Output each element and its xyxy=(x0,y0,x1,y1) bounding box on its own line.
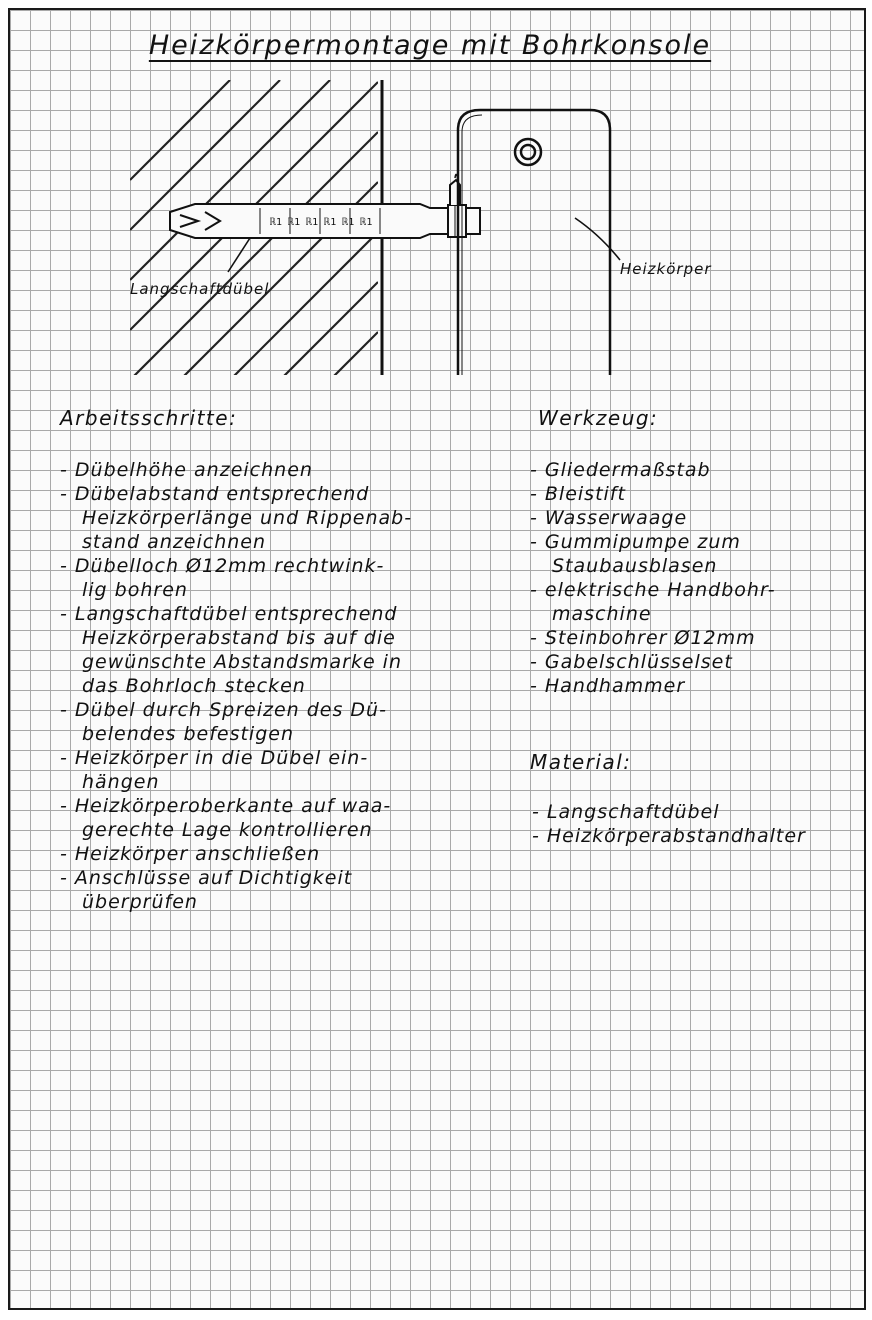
list-item: - Heizkörperabstandhalter xyxy=(532,825,806,847)
list-item: - elektrische Handbohr- xyxy=(530,579,776,601)
list-item: Heizkörperlänge und Rippenab- xyxy=(82,507,413,529)
list-item: - Dübelabstand entsprechend xyxy=(60,483,370,505)
list-item: maschine xyxy=(552,603,652,625)
svg-text:ℝ1 ℝ1 ℝ1 ℝ1 ℝ1 ℝ1: ℝ1 ℝ1 ℝ1 ℝ1 ℝ1 ℝ1 xyxy=(270,217,373,228)
list-item: - Heizkörperoberkante auf waa- xyxy=(60,795,392,817)
list-item: - Langschaftdübel entsprechend xyxy=(60,603,398,625)
material-heading: Material: xyxy=(530,750,632,774)
list-item: überprüfen xyxy=(82,891,198,913)
radiator-label: Heizkörper xyxy=(620,260,712,278)
list-item: - Handhammer xyxy=(530,675,686,697)
list-item: - Heizkörper anschließen xyxy=(60,843,321,865)
list-item: - Dübelloch Ø12mm rechtwink- xyxy=(60,555,385,577)
list-item: - Bleistift xyxy=(530,483,626,505)
list-item: - Langschaftdübel xyxy=(532,801,720,823)
material-list xyxy=(532,800,806,848)
long-shaft-dowel xyxy=(170,180,480,238)
list-item: Staubausblasen xyxy=(552,555,718,577)
list-item: - Dübelhöhe anzeichnen xyxy=(60,459,313,481)
tools-heading: Werkzeug: xyxy=(538,406,659,430)
list-item: - Heizkörper in die Dübel ein- xyxy=(60,747,369,769)
list-item: lig bohren xyxy=(82,579,188,601)
dowel-label: Langschaftdübel xyxy=(130,280,270,298)
work-steps-heading: Arbeitsschritte: xyxy=(60,406,238,430)
dowel-leader-line xyxy=(228,238,250,272)
list-item: - Gummipumpe zum xyxy=(530,531,741,553)
list-item: - Dübel durch Spreizen des Dü- xyxy=(60,699,387,721)
radiator-leader-line xyxy=(575,218,620,260)
list-item: belendes befestigen xyxy=(82,723,294,745)
list-item: stand anzeichnen xyxy=(82,531,267,553)
work-steps-list xyxy=(60,458,412,914)
tools-list xyxy=(530,458,776,698)
graph-paper-sheet xyxy=(8,8,866,1310)
radiator-outline xyxy=(455,110,610,375)
list-item: - Gabelschlüsselset xyxy=(530,651,733,673)
list-item: gewünschte Abstandsmarke in xyxy=(82,651,403,673)
list-item: - Anschlüsse auf Dichtigkeit xyxy=(60,867,353,889)
list-item: - Steinbohrer Ø12mm xyxy=(530,627,756,649)
list-item: das Bohrloch stecken xyxy=(82,675,306,697)
list-item: - Gliedermaßstab xyxy=(530,459,711,481)
radiator-mounting-sketch xyxy=(110,70,790,385)
list-item: - Wasserwaage xyxy=(530,507,688,529)
list-item: hängen xyxy=(82,771,160,793)
list-item: gerechte Lage kontrollieren xyxy=(82,819,373,841)
page-title: Heizkörpermontage mit Bohrkonsole xyxy=(148,30,712,61)
list-item: Heizkörperabstand bis auf die xyxy=(82,627,396,649)
